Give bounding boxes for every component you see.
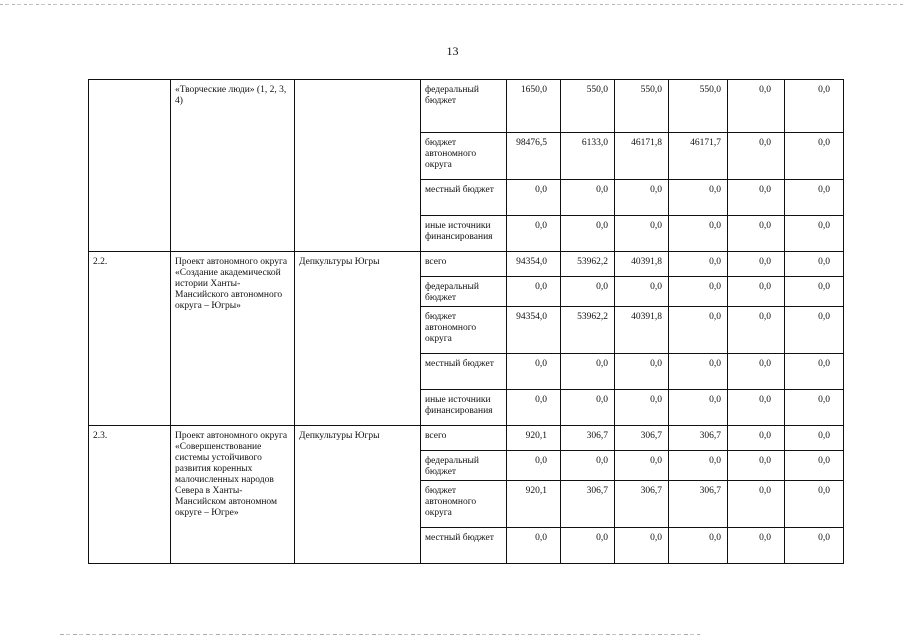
amount-cell: 0,0 bbox=[615, 451, 669, 481]
budget-table-body bbox=[89, 80, 844, 564]
amount-cell: 0,0 bbox=[669, 307, 728, 354]
amount-cell: 0,0 bbox=[785, 426, 844, 451]
amount-cell: 46171,7 bbox=[669, 133, 728, 180]
amount-cell: 0,0 bbox=[507, 216, 561, 252]
amount-cell: 0,0 bbox=[785, 354, 844, 390]
item-executor-cell bbox=[295, 80, 421, 252]
amount-cell: 0,0 bbox=[728, 80, 785, 133]
amount-cell: 306,7 bbox=[561, 426, 615, 451]
funding-source-cell: иные источники финансирования bbox=[421, 390, 507, 426]
amount-cell: 0,0 bbox=[507, 390, 561, 426]
amount-cell: 0,0 bbox=[728, 481, 785, 528]
amount-cell: 0,0 bbox=[728, 528, 785, 564]
funding-source-cell: бюджет автономного округа bbox=[421, 133, 507, 180]
amount-cell: 0,0 bbox=[728, 216, 785, 252]
item-name-cell: «Творческие люди» (1, 2, 3, 4) bbox=[171, 80, 295, 252]
amount-cell: 0,0 bbox=[669, 252, 728, 277]
item-name-cell: Проект автономного округа «Создание академической истории Ханты-Мансийского автономного округа – Югры» bbox=[171, 252, 295, 426]
amount-cell: 53962,2 bbox=[561, 252, 615, 277]
amount-cell: 306,7 bbox=[615, 426, 669, 451]
amount-cell: 306,7 bbox=[561, 481, 615, 528]
scan-artifact-top-line bbox=[0, 4, 905, 5]
amount-cell: 0,0 bbox=[669, 180, 728, 216]
amount-cell: 920,1 bbox=[507, 426, 561, 451]
amount-cell: 0,0 bbox=[615, 277, 669, 307]
amount-cell: 0,0 bbox=[669, 277, 728, 307]
amount-cell: 550,0 bbox=[669, 80, 728, 133]
funding-source-cell: федеральный бюджет bbox=[421, 80, 507, 133]
item-name-cell: Проект автономного округа «Совершенствование системы устойчивого развития коренных малочисленных народов Севера в Ханты-Мансийском автономном округе – Югре» bbox=[171, 426, 295, 564]
amount-cell: 0,0 bbox=[728, 133, 785, 180]
item-executor-cell: Депкультуры Югры bbox=[295, 252, 421, 426]
amount-cell: 0,0 bbox=[728, 277, 785, 307]
amount-cell: 98476,5 bbox=[507, 133, 561, 180]
funding-source-cell: бюджет автономного округа bbox=[421, 307, 507, 354]
amount-cell: 0,0 bbox=[561, 216, 615, 252]
amount-cell: 6133,0 bbox=[561, 133, 615, 180]
amount-cell: 0,0 bbox=[785, 390, 844, 426]
amount-cell: 0,0 bbox=[507, 277, 561, 307]
amount-cell: 0,0 bbox=[561, 390, 615, 426]
amount-cell: 0,0 bbox=[728, 390, 785, 426]
amount-cell: 46171,8 bbox=[615, 133, 669, 180]
table-row bbox=[89, 80, 844, 133]
amount-cell: 0,0 bbox=[561, 277, 615, 307]
amount-cell: 0,0 bbox=[669, 216, 728, 252]
amount-cell: 0,0 bbox=[785, 180, 844, 216]
table-row bbox=[89, 252, 844, 277]
amount-cell: 0,0 bbox=[785, 481, 844, 528]
amount-cell: 0,0 bbox=[785, 528, 844, 564]
funding-source-cell: местный бюджет bbox=[421, 354, 507, 390]
amount-cell: 53962,2 bbox=[561, 307, 615, 354]
item-executor-cell: Депкультуры Югры bbox=[295, 426, 421, 564]
amount-cell: 0,0 bbox=[728, 451, 785, 481]
table-row bbox=[89, 426, 844, 451]
funding-source-cell: иные источники финансирования bbox=[421, 216, 507, 252]
amount-cell: 0,0 bbox=[669, 451, 728, 481]
amount-cell: 0,0 bbox=[785, 307, 844, 354]
amount-cell: 550,0 bbox=[561, 80, 615, 133]
item-number-cell: 2.3. bbox=[89, 426, 171, 564]
amount-cell: 306,7 bbox=[615, 481, 669, 528]
amount-cell: 0,0 bbox=[669, 354, 728, 390]
funding-source-cell: федеральный бюджет bbox=[421, 451, 507, 481]
amount-cell: 0,0 bbox=[728, 180, 785, 216]
amount-cell: 0,0 bbox=[615, 354, 669, 390]
item-number-cell: 2.2. bbox=[89, 252, 171, 426]
item-number-cell bbox=[89, 80, 171, 252]
amount-cell: 920,1 bbox=[507, 481, 561, 528]
amount-cell: 0,0 bbox=[615, 180, 669, 216]
amount-cell: 0,0 bbox=[669, 528, 728, 564]
amount-cell: 306,7 bbox=[669, 426, 728, 451]
amount-cell: 94354,0 bbox=[507, 252, 561, 277]
amount-cell: 550,0 bbox=[615, 80, 669, 133]
amount-cell: 306,7 bbox=[669, 481, 728, 528]
amount-cell: 40391,8 bbox=[615, 307, 669, 354]
amount-cell: 0,0 bbox=[615, 216, 669, 252]
amount-cell: 0,0 bbox=[507, 180, 561, 216]
amount-cell: 0,0 bbox=[785, 216, 844, 252]
scan-artifact-bottom-line bbox=[60, 634, 700, 635]
amount-cell: 0,0 bbox=[669, 390, 728, 426]
amount-cell: 0,0 bbox=[615, 528, 669, 564]
amount-cell: 0,0 bbox=[561, 451, 615, 481]
amount-cell: 94354,0 bbox=[507, 307, 561, 354]
amount-cell: 0,0 bbox=[785, 80, 844, 133]
amount-cell: 0,0 bbox=[728, 354, 785, 390]
amount-cell: 1650,0 bbox=[507, 80, 561, 133]
funding-source-cell: местный бюджет bbox=[421, 180, 507, 216]
amount-cell: 0,0 bbox=[507, 451, 561, 481]
amount-cell: 0,0 bbox=[728, 426, 785, 451]
funding-source-cell: федеральный бюджет bbox=[421, 277, 507, 307]
amount-cell: 0,0 bbox=[507, 528, 561, 564]
funding-source-cell: местный бюджет bbox=[421, 528, 507, 564]
amount-cell: 0,0 bbox=[785, 133, 844, 180]
amount-cell: 0,0 bbox=[728, 252, 785, 277]
amount-cell: 0,0 bbox=[561, 528, 615, 564]
amount-cell: 0,0 bbox=[507, 354, 561, 390]
funding-source-cell: бюджет автономного округа bbox=[421, 481, 507, 528]
funding-source-cell: всего bbox=[421, 252, 507, 277]
amount-cell: 40391,8 bbox=[615, 252, 669, 277]
amount-cell: 0,0 bbox=[728, 307, 785, 354]
amount-cell: 0,0 bbox=[785, 252, 844, 277]
funding-source-cell: всего bbox=[421, 426, 507, 451]
amount-cell: 0,0 bbox=[785, 451, 844, 481]
amount-cell: 0,0 bbox=[615, 390, 669, 426]
amount-cell: 0,0 bbox=[561, 354, 615, 390]
budget-table bbox=[88, 79, 844, 564]
page-number: 13 bbox=[446, 44, 459, 58]
amount-cell: 0,0 bbox=[561, 180, 615, 216]
amount-cell: 0,0 bbox=[785, 277, 844, 307]
